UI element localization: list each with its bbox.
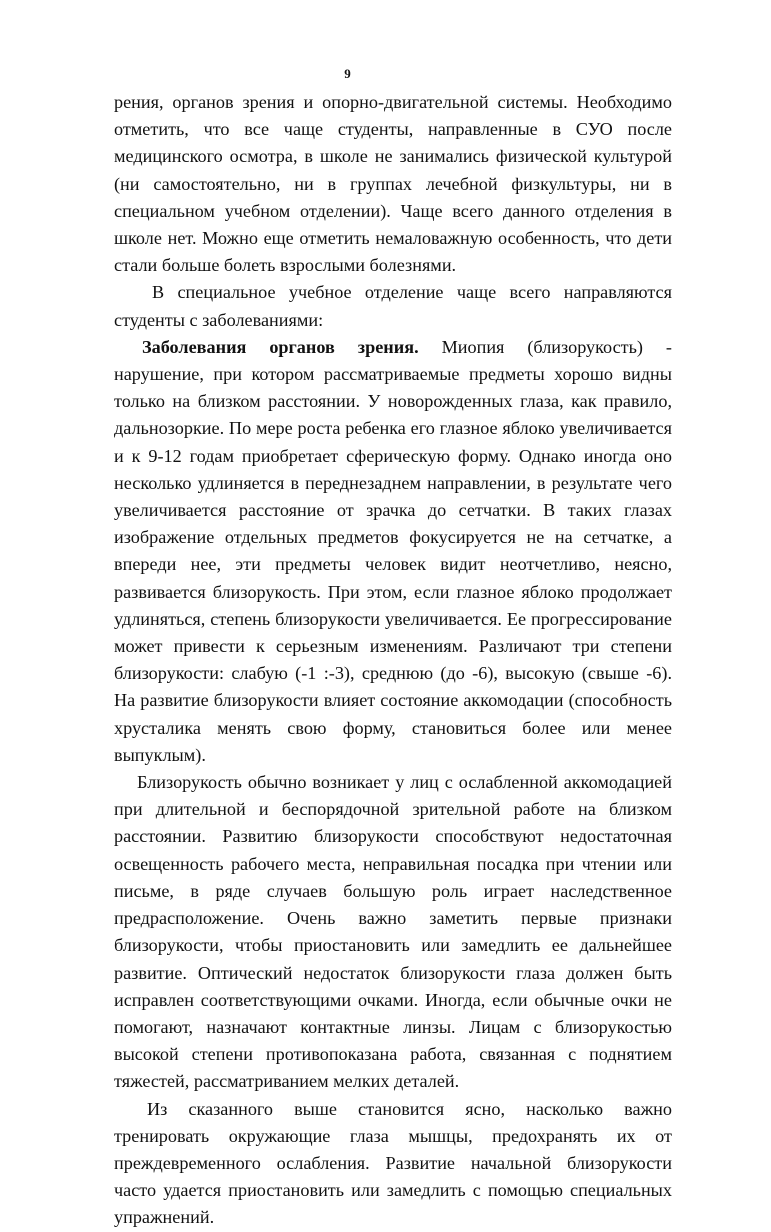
page-number: 9 — [344, 66, 351, 81]
body-text — [114, 89, 672, 1232]
paragraph-conclusion: Из сказанного выше становится ясно, насколько важно тренировать окружающие глаза мышцы, предохранять их от преждевременного ослабления. Развитие начальной близорукости часто удается приостановить или замедлить с помощью специальных упражнений. — [114, 1098, 672, 1228]
paragraph-special-department: В специальное учебное отделение чаще всего направляются студенты с заболеваниями: — [114, 282, 672, 330]
paragraph-myopia-causes: Близорукость обычно возникает у лиц с ослабленной аккомодацией при длительной и беспорядочной зрительной работе на близком расстоянии. Развитию близорукости способствуют недостаточная освещенность рабочего места, неправильная посадка при чтении или письме, в ряде случаев большую роль играет наследственное предрасположение. Очень важно заметить первые признаки близорукости, чтобы приостановить или замедлить ее дальнейшее развитие. Оптический недостаток близорукости глаза должен быть исправлен соответствующими очками. Иногда, если обычные очки не помогают, назначают контактные линзы. Лицам с близорукостью высокой степени противопоказана работа, связанная с поднятием тяжестей, рассматриванием мелких деталей. — [114, 772, 672, 1092]
paragraph-intro: рения, органов зрения и опорно-двигательной системы. Необходимо отметить, что все чаще студенты, направленные в СУО после медицинского осмотра, в школе не занимались физической культурой (ни самостоятельно, ни в группах лечебной физкультуры, ни в специальном учебном отделении). Чаще всего данного отделения в школе нет. Можно еще отметить немаловажную особенность, что дети стали больше болеть взрослыми болезнями. — [114, 92, 672, 276]
paragraph-eye-diseases-body: Миопия (близорукость) - нарушение, при котором рассматриваемые предметы хорошо видны только на близком расстоянии. У новорожденных глаза, как правило, дальнозоркие. По мере роста ребенка его глазное яблоко увеличивается и к 9-12 годам приобретает сферическую форму. Однако иногда оно несколько удлиняется в переднезаднем направлении, в результате чего увеличивается расстояние от зрачка до сетчатки. В таких глазах изображение отдельных предметов фокусируется не на сетчатке, а впереди нее, эти предметы человек видит неотчетливо, неясно, развивается близорукость. При этом, если глазное яблоко продолжает удлиняться, степень близорукости увеличивается. Ее прогрессирование может привести к серьезным изменениям. Различают три степени близорукости: слабую (-1 :-3), среднюю (до -6), высокую (свыше -6). На развитие близорукости влияет состояние аккомодации (способность хрусталика менять свою форму, становиться более или менее выпуклым). — [114, 336, 672, 765]
paragraph-eye-diseases — [114, 334, 672, 769]
section-heading: Заболевания органов зрения. — [142, 336, 419, 357]
